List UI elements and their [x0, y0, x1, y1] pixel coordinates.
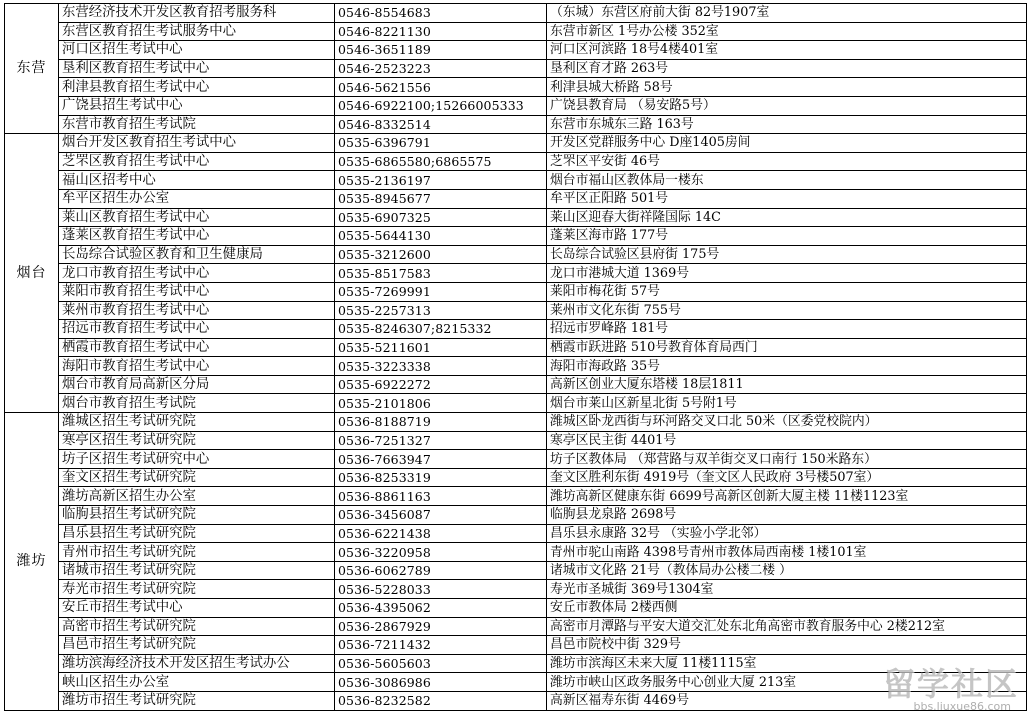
- phone-cell: 0536-8253319: [335, 468, 547, 487]
- office-name-cell: 招远市教育招生考试中心: [59, 320, 335, 339]
- address-cell: 昌乐县永康路 32号 （实验小学北邻）: [547, 524, 1027, 543]
- address-cell: 海阳市海政路 35号: [547, 357, 1027, 376]
- address-cell: 高新区福寿东街 4469号: [547, 691, 1027, 710]
- contacts-table: [4, 3, 1027, 711]
- table-row: [5, 134, 1027, 153]
- table-row: [5, 450, 1027, 469]
- phone-cell: 0535-8246307;8215332: [335, 320, 547, 339]
- office-name-cell: 寒亭区招生考试研究院: [59, 431, 335, 450]
- office-name-cell: 峡山区招生办公室: [59, 673, 335, 692]
- office-name-cell: 烟台市教育局高新区分局: [59, 375, 335, 394]
- table-row: [5, 375, 1027, 394]
- phone-cell: 0535-6922272: [335, 375, 547, 394]
- office-name-cell: 奎文区招生考试研究院: [59, 468, 335, 487]
- table-row: [5, 636, 1027, 655]
- table-row: [5, 96, 1027, 115]
- table-row: [5, 41, 1027, 60]
- phone-cell: 0535-6907325: [335, 208, 547, 227]
- office-name-cell: 烟台市教育招生考试院: [59, 394, 335, 413]
- office-name-cell: 莱山区教育招生考试中心: [59, 208, 335, 227]
- phone-cell: 0535-6865580;6865575: [335, 152, 547, 171]
- address-cell: 利津县城大桥路 58号: [547, 78, 1027, 97]
- address-cell: 临朐县龙泉路 2698号: [547, 506, 1027, 525]
- table-row: [5, 115, 1027, 134]
- address-cell: 莱州市文化东街 755号: [547, 301, 1027, 320]
- phone-cell: 0535-5211601: [335, 338, 547, 357]
- phone-cell: 0536-3220958: [335, 543, 547, 562]
- office-name-cell: 广饶县招生考试中心: [59, 96, 335, 115]
- table-row: [5, 524, 1027, 543]
- address-cell: 诸城市文化路 21号（教体局办公楼二楼 ）: [547, 561, 1027, 580]
- address-cell: 芝罘区平安街 46号: [547, 152, 1027, 171]
- table-row: [5, 245, 1027, 264]
- office-name-cell: 昌邑市招生考试研究院: [59, 636, 335, 655]
- phone-cell: 0535-3212600: [335, 245, 547, 264]
- office-name-cell: 河口区招生考试中心: [59, 41, 335, 60]
- city-cell: 潍坊: [5, 413, 59, 711]
- address-cell: 寒亭区民主街 4401号: [547, 431, 1027, 450]
- phone-cell: 0536-8861163: [335, 487, 547, 506]
- table-row: [5, 357, 1027, 376]
- office-name-cell: 寿光市招生考试研究院: [59, 580, 335, 599]
- contacts-table-body: [5, 4, 1027, 711]
- address-cell: 开发区党群服务中心 D座1405房间: [547, 134, 1027, 153]
- phone-cell: 0546-8332514: [335, 115, 547, 134]
- office-name-cell: 昌乐县招生考试研究院: [59, 524, 335, 543]
- table-row: [5, 282, 1027, 301]
- address-cell: 长岛综合试验区县府街 175号: [547, 245, 1027, 264]
- table-row: [5, 78, 1027, 97]
- office-name-cell: 坊子区招生考试研究中心: [59, 450, 335, 469]
- address-cell: 河口区河滨路 18号4楼401室: [547, 41, 1027, 60]
- office-name-cell: 高密市招生考试研究院: [59, 617, 335, 636]
- table-row: [5, 468, 1027, 487]
- table-row: [5, 506, 1027, 525]
- office-name-cell: 垦利区教育招生考试中心: [59, 59, 335, 78]
- address-cell: 垦利区育才路 263号: [547, 59, 1027, 78]
- address-cell: 栖霞市跃进路 510号教育体育局西门: [547, 338, 1027, 357]
- office-name-cell: 芝罘区教育招生考试中心: [59, 152, 335, 171]
- address-cell: 龙口市港城大道 1369号: [547, 264, 1027, 283]
- phone-cell: 0535-7269991: [335, 282, 547, 301]
- phone-cell: 0536-7663947: [335, 450, 547, 469]
- phone-cell: 0535-2136197: [335, 171, 547, 190]
- office-name-cell: 长岛综合试验区教育和卫生健康局: [59, 245, 335, 264]
- office-name-cell: 安丘市招生考试中心: [59, 599, 335, 618]
- table-row: [5, 394, 1027, 413]
- office-name-cell: 烟台开发区教育招生考试中心: [59, 134, 335, 153]
- phone-cell: 0546-3651189: [335, 41, 547, 60]
- address-cell: 高新区创业大厦东塔楼 18层1811: [547, 375, 1027, 394]
- table-row: [5, 320, 1027, 339]
- table-row: [5, 189, 1027, 208]
- table-row: [5, 152, 1027, 171]
- phone-cell: 0546-8221130: [335, 22, 547, 41]
- phone-cell: 0536-6221438: [335, 524, 547, 543]
- phone-cell: 0546-5621556: [335, 78, 547, 97]
- phone-cell: 0536-7211432: [335, 636, 547, 655]
- office-name-cell: 青州市招生考试研究院: [59, 543, 335, 562]
- address-cell: 安丘市教体局 2楼西侧: [547, 599, 1027, 618]
- address-cell: 烟台市莱山区新星北街 5号附1号: [547, 394, 1027, 413]
- table-row: [5, 338, 1027, 357]
- table-row: [5, 580, 1027, 599]
- table-row: [5, 59, 1027, 78]
- table-row: [5, 561, 1027, 580]
- address-cell: 昌邑市院校中街 329号: [547, 636, 1027, 655]
- office-name-cell: 潍坊高新区招生办公室: [59, 487, 335, 506]
- office-name-cell: 临朐县招生考试研究院: [59, 506, 335, 525]
- table-row: [5, 431, 1027, 450]
- phone-cell: 0546-6922100;15266005333: [335, 96, 547, 115]
- address-cell: 潍坊市滨海区未来大厦 11楼1115室: [547, 654, 1027, 673]
- office-name-cell: 龙口市教育招生考试中心: [59, 264, 335, 283]
- office-name-cell: 莱阳市教育招生考试中心: [59, 282, 335, 301]
- address-cell: 高密市月潭路与平安大道交汇处东北角高密市教育服务中心 2楼212室: [547, 617, 1027, 636]
- address-cell: 招远市罗峰路 181号: [547, 320, 1027, 339]
- phone-cell: 0535-2101806: [335, 394, 547, 413]
- address-cell: 东营市新区 1号办公楼 352室: [547, 22, 1027, 41]
- address-cell: 莱阳市梅花街 57号: [547, 282, 1027, 301]
- table-row: [5, 208, 1027, 227]
- phone-cell: 0536-8232582: [335, 691, 547, 710]
- table-row: [5, 617, 1027, 636]
- office-name-cell: 利津县教育招生考试中心: [59, 78, 335, 97]
- phone-cell: 0536-2867929: [335, 617, 547, 636]
- phone-cell: 0535-2257313: [335, 301, 547, 320]
- address-cell: 寿光市圣城街 369号1304室: [547, 580, 1027, 599]
- office-name-cell: 蓬莱区教育招生考试中心: [59, 227, 335, 246]
- table-row: [5, 543, 1027, 562]
- phone-cell: 0536-4395062: [335, 599, 547, 618]
- address-cell: 烟台市福山区教体局一楼东: [547, 171, 1027, 190]
- phone-cell: 0535-8517583: [335, 264, 547, 283]
- address-cell: 牟平区正阳路 501号: [547, 189, 1027, 208]
- phone-cell: 0536-5228033: [335, 580, 547, 599]
- phone-cell: 0535-5644130: [335, 227, 547, 246]
- table-row: [5, 4, 1027, 23]
- phone-cell: 0546-8554683: [335, 4, 547, 23]
- city-cell: 东营: [5, 4, 59, 134]
- address-cell: 潍坊高新区健康东街 6699号高新区创新大厦主楼 11楼1123室: [547, 487, 1027, 506]
- office-name-cell: 诸城市招生考试研究院: [59, 561, 335, 580]
- city-cell: 烟台: [5, 134, 59, 413]
- office-name-cell: 潍坊市招生考试研究院: [59, 691, 335, 710]
- phone-cell: 0535-8945677: [335, 189, 547, 208]
- office-name-cell: 潍坊滨海经济技术开发区招生考试办公: [59, 654, 335, 673]
- watermark-url: bbs.liuxue86.com: [913, 700, 1011, 713]
- address-cell: 东营市东城东三路 163号: [547, 115, 1027, 134]
- table-row: [5, 599, 1027, 618]
- phone-cell: 0535-3223338: [335, 357, 547, 376]
- address-cell: 潍城区卧龙西街与环河路交叉口北 50米（区委党校院内）: [547, 413, 1027, 432]
- office-name-cell: 莱州市教育招生考试中心: [59, 301, 335, 320]
- address-cell: 蓬莱区海市路 177号: [547, 227, 1027, 246]
- phone-cell: 0536-5605603: [335, 654, 547, 673]
- office-name-cell: 东营经济技术开发区教育招考服务科: [59, 4, 335, 23]
- address-cell: （东城）东营区府前大街 82号1907室: [547, 4, 1027, 23]
- watermark-text: 留学社区: [882, 665, 1019, 703]
- office-name-cell: 牟平区招生办公室: [59, 189, 335, 208]
- office-name-cell: 海阳市教育招生考试中心: [59, 357, 335, 376]
- address-cell: 青州市驼山南路 4398号青州市教体局西南楼 1楼101室: [547, 543, 1027, 562]
- office-name-cell: 东营区教育招生考试服务中心: [59, 22, 335, 41]
- office-name-cell: 潍城区招生考试研究院: [59, 413, 335, 432]
- phone-cell: 0546-2523223: [335, 59, 547, 78]
- office-name-cell: 东营市教育招生考试院: [59, 115, 335, 134]
- address-cell: 坊子区教体局 （郑营路与双羊街交叉口南行 150米路东）: [547, 450, 1027, 469]
- address-cell: 广饶县教育局 （易安路5号）: [547, 96, 1027, 115]
- phone-cell: 0536-7251327: [335, 431, 547, 450]
- table-row: [5, 227, 1027, 246]
- phone-cell: 0536-3086986: [335, 673, 547, 692]
- table-row: [5, 413, 1027, 432]
- table-row: [5, 22, 1027, 41]
- address-cell: 潍坊市峡山区政务服务中心创业大厦 213室: [547, 673, 1027, 692]
- table-row: [5, 487, 1027, 506]
- table-row: [5, 171, 1027, 190]
- watermark: [835, 657, 1025, 713]
- table-row: [5, 301, 1027, 320]
- address-cell: 莱山区迎春大街祥隆国际 14C: [547, 208, 1027, 227]
- phone-cell: 0535-6396791: [335, 134, 547, 153]
- office-name-cell: 栖霞市教育招生考试中心: [59, 338, 335, 357]
- phone-cell: 0536-8188719: [335, 413, 547, 432]
- phone-cell: 0536-3456087: [335, 506, 547, 525]
- address-cell: 奎文区胜利东街 4919号（奎文区人民政府 3号楼507室）: [547, 468, 1027, 487]
- office-name-cell: 福山区招考中心: [59, 171, 335, 190]
- table-row: [5, 264, 1027, 283]
- phone-cell: 0536-6062789: [335, 561, 547, 580]
